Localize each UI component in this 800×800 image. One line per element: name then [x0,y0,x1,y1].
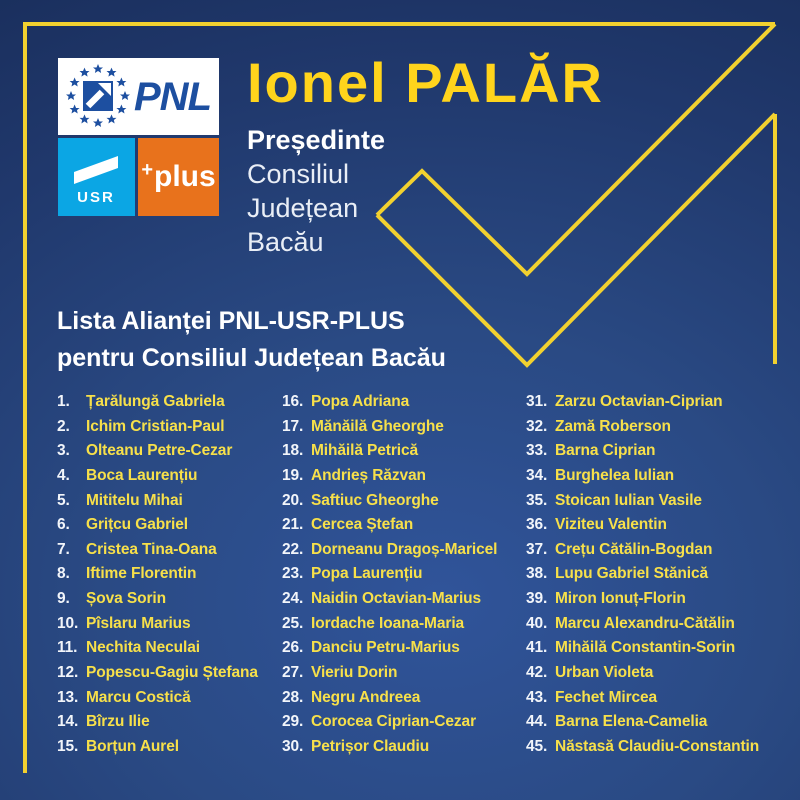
list-item [526,418,797,443]
list-item-number: 29. [282,713,304,731]
list-item-name: Mihăilă Petrică [311,442,419,460]
list-item-name: Danciu Petru-Marius [311,639,460,657]
pnl-logo [58,58,219,135]
list-item [282,393,525,418]
list-item-name: Țarălungă Gabriela [86,393,225,410]
list-item-number: 3. [57,442,70,460]
list-item-name: Burghelea Iulian [555,466,674,484]
list-item [526,689,797,714]
usr-label: USR [77,189,115,206]
list-item-number: 15. [57,737,79,755]
list-item-name: Saftiuc Gheorghe [311,491,439,509]
list-item-number: 12. [57,664,79,682]
list-item-number: 2. [57,417,70,435]
plus-sign: + [141,158,153,181]
list-item [282,442,525,467]
list-item-name: Grițcu Gabriel [86,516,188,534]
org-line-2: Județean [247,193,359,223]
list-item [526,393,797,418]
usr-logo [58,138,135,216]
list-item [526,492,797,517]
list-item-number: 25. [282,614,304,632]
list-heading [57,303,446,377]
list-item [282,590,525,615]
usr-emblem [58,138,135,216]
list-item-name: Cristea Tina-Oana [86,540,217,558]
list-item-number: 37. [526,540,548,558]
list-item-name: Zarzu Octavian-Ciprian [555,393,723,410]
list-item-name: Bîrzu Ilie [86,713,150,731]
list-item-number: 44. [526,713,548,731]
list-item-number: 43. [526,688,548,706]
org-line-1: Consiliul [247,159,350,189]
list-item [526,738,797,763]
list-item [57,393,281,418]
list-item-number: 26. [282,639,304,657]
list-item-name: Stoican Iulian Vasile [555,491,702,509]
list-item-name: Nechita Neculai [86,639,200,657]
list-item-number: 22. [282,540,304,558]
list-item [282,565,525,590]
list-item [526,590,797,615]
list-item-number: 38. [526,565,548,583]
plus-label: plus [154,160,216,193]
list-item-number: 21. [282,516,304,534]
list-item-name: Zamă Roberson [555,417,671,435]
list-item-name: Corocea Ciprian-Cezar [311,713,477,731]
list-item-number: 5. [57,491,70,509]
list-item-name: Naidin Octavian-Marius [311,590,482,608]
list-item-name: Vieriu Dorin [311,664,398,682]
list-item-number: 9. [57,590,70,608]
list-item [526,664,797,689]
list-item-name: Urban Violeta [555,664,654,682]
list-item-number: 33. [526,442,548,460]
list-item-name: Mititelu Mihai [86,491,183,509]
list-item-name: Popa Adriana [311,393,410,410]
list-item [57,689,281,714]
list-item-number: 17. [282,417,304,435]
list-item [526,639,797,664]
list-item [57,615,281,640]
list-item-name: Marcu Costică [86,688,191,706]
list-item-name: Crețu Cătălin-Bogdan [555,540,713,558]
list-item [57,492,281,517]
list-item [57,639,281,664]
list-item-number: 40. [526,614,548,632]
list-item-number: 18. [282,442,304,460]
list-item-number: 4. [57,466,70,484]
list-item [282,418,525,443]
list-item-number: 16. [282,393,304,410]
list-item-number: 34. [526,466,548,484]
list-item-number: 45. [526,737,548,755]
list-item-name: Negru Andreea [311,688,421,706]
list-item-name: Petrișor Claudiu [311,737,430,755]
list-item [526,713,797,738]
list-item [282,738,525,763]
list-item-name: Iftime Florentin [86,565,197,583]
list-item-name: Popescu-Gagiu Ștefana [86,664,258,682]
list-item-name: Mihăilă Constantin-Sorin [555,639,736,657]
list-item [282,467,525,492]
list-item-name: Marcu Alexandru-Cătălin [555,614,735,632]
list-item [282,492,525,517]
list-item-number: 19. [282,466,304,484]
list-item [282,639,525,664]
list-heading-line-2: pentru Consiliul Județean Bacău [57,344,446,372]
list-item-number: 10. [57,614,79,632]
list-item [526,467,797,492]
list-item-name: Iordache Ioana-Maria [311,614,465,632]
candidate-role: Președinte [247,125,386,155]
list-item [57,541,281,566]
list-item [282,713,525,738]
list-item-number: 27. [282,664,304,682]
list-item [526,565,797,590]
list-item [282,516,525,541]
list-item-name: Fechet Mircea [555,688,658,706]
list-item-number: 13. [57,688,79,706]
list-item-name: Boca Laurențiu [86,466,198,484]
alliance-logos [58,58,219,216]
list-item-number: 32. [526,417,548,435]
list-column-2 [282,393,525,763]
list-item-number: 30. [282,737,304,755]
list-item-name: Năstasă Claudiu-Constantin [555,737,760,755]
list-item-number: 7. [57,540,70,558]
list-item [57,516,281,541]
list-item [526,442,797,467]
list-item-name: Cercea Ștefan [311,516,414,534]
list-item [526,615,797,640]
list-item [282,664,525,689]
list-item [57,565,281,590]
pnl-label: PNL [134,75,211,119]
list-column-1 [57,393,281,763]
list-heading-line-1: Lista Alianței PNL-USR-PLUS [57,307,405,335]
list-item-number: 20. [282,491,304,509]
plus-logo [138,138,219,216]
list-item [57,418,281,443]
list-item-name: Viziteu Valentin [555,516,667,534]
list-item [57,738,281,763]
list-item-name: Barna Ciprian [555,442,656,460]
list-item-name: Barna Elena-Camelia [555,713,708,731]
usr-flag-icon [74,156,118,184]
list-item-name: Pîslaru Marius [86,614,191,632]
list-item-number: 11. [57,639,78,657]
list-item-number: 1. [57,393,70,410]
list-item-number: 42. [526,664,548,682]
list-item-number: 6. [57,516,70,534]
list-item-name: Lupu Gabriel Stănică [555,565,709,583]
list-item-number: 31. [526,393,548,410]
list-item-name: Mănăilă Gheorghe [311,417,444,435]
list-item [57,664,281,689]
list-column-3 [526,393,797,763]
list-item [282,541,525,566]
list-item-number: 24. [282,590,304,608]
list-item-number: 28. [282,688,304,706]
list-item [282,689,525,714]
org-line-3: Bacău [247,227,324,257]
list-item-number: 8. [57,565,70,583]
list-item-name: Andrieș Răzvan [311,466,426,484]
candidate-list [57,393,797,773]
list-item [57,467,281,492]
list-item-name: Olteanu Petre-Cezar [86,442,233,460]
list-item-name: Ichim Cristian-Paul [86,417,225,435]
list-item [526,516,797,541]
list-item-name: Miron Ionuț-Florin [555,590,686,608]
list-item-name: Șova Sorin [86,590,166,608]
list-item [526,541,797,566]
list-item [57,590,281,615]
list-item-name: Dorneanu Dragoș-Maricel [311,540,498,558]
pnl-emblem [58,58,219,135]
list-item [57,442,281,467]
list-item-number: 36. [526,516,548,534]
list-item [282,615,525,640]
candidate-header [247,51,697,259]
list-item [57,713,281,738]
list-item-number: 39. [526,590,548,608]
list-item-number: 35. [526,491,548,509]
list-item-number: 14. [57,713,79,731]
list-item-name: Borțun Aurel [86,737,179,755]
candidate-name: Ionel PALĂR [247,51,604,114]
list-item-name: Popa Laurențiu [311,565,423,583]
list-item-number: 23. [282,565,304,583]
list-item-number: 41. [526,639,548,657]
usr-plus-row [58,138,219,216]
